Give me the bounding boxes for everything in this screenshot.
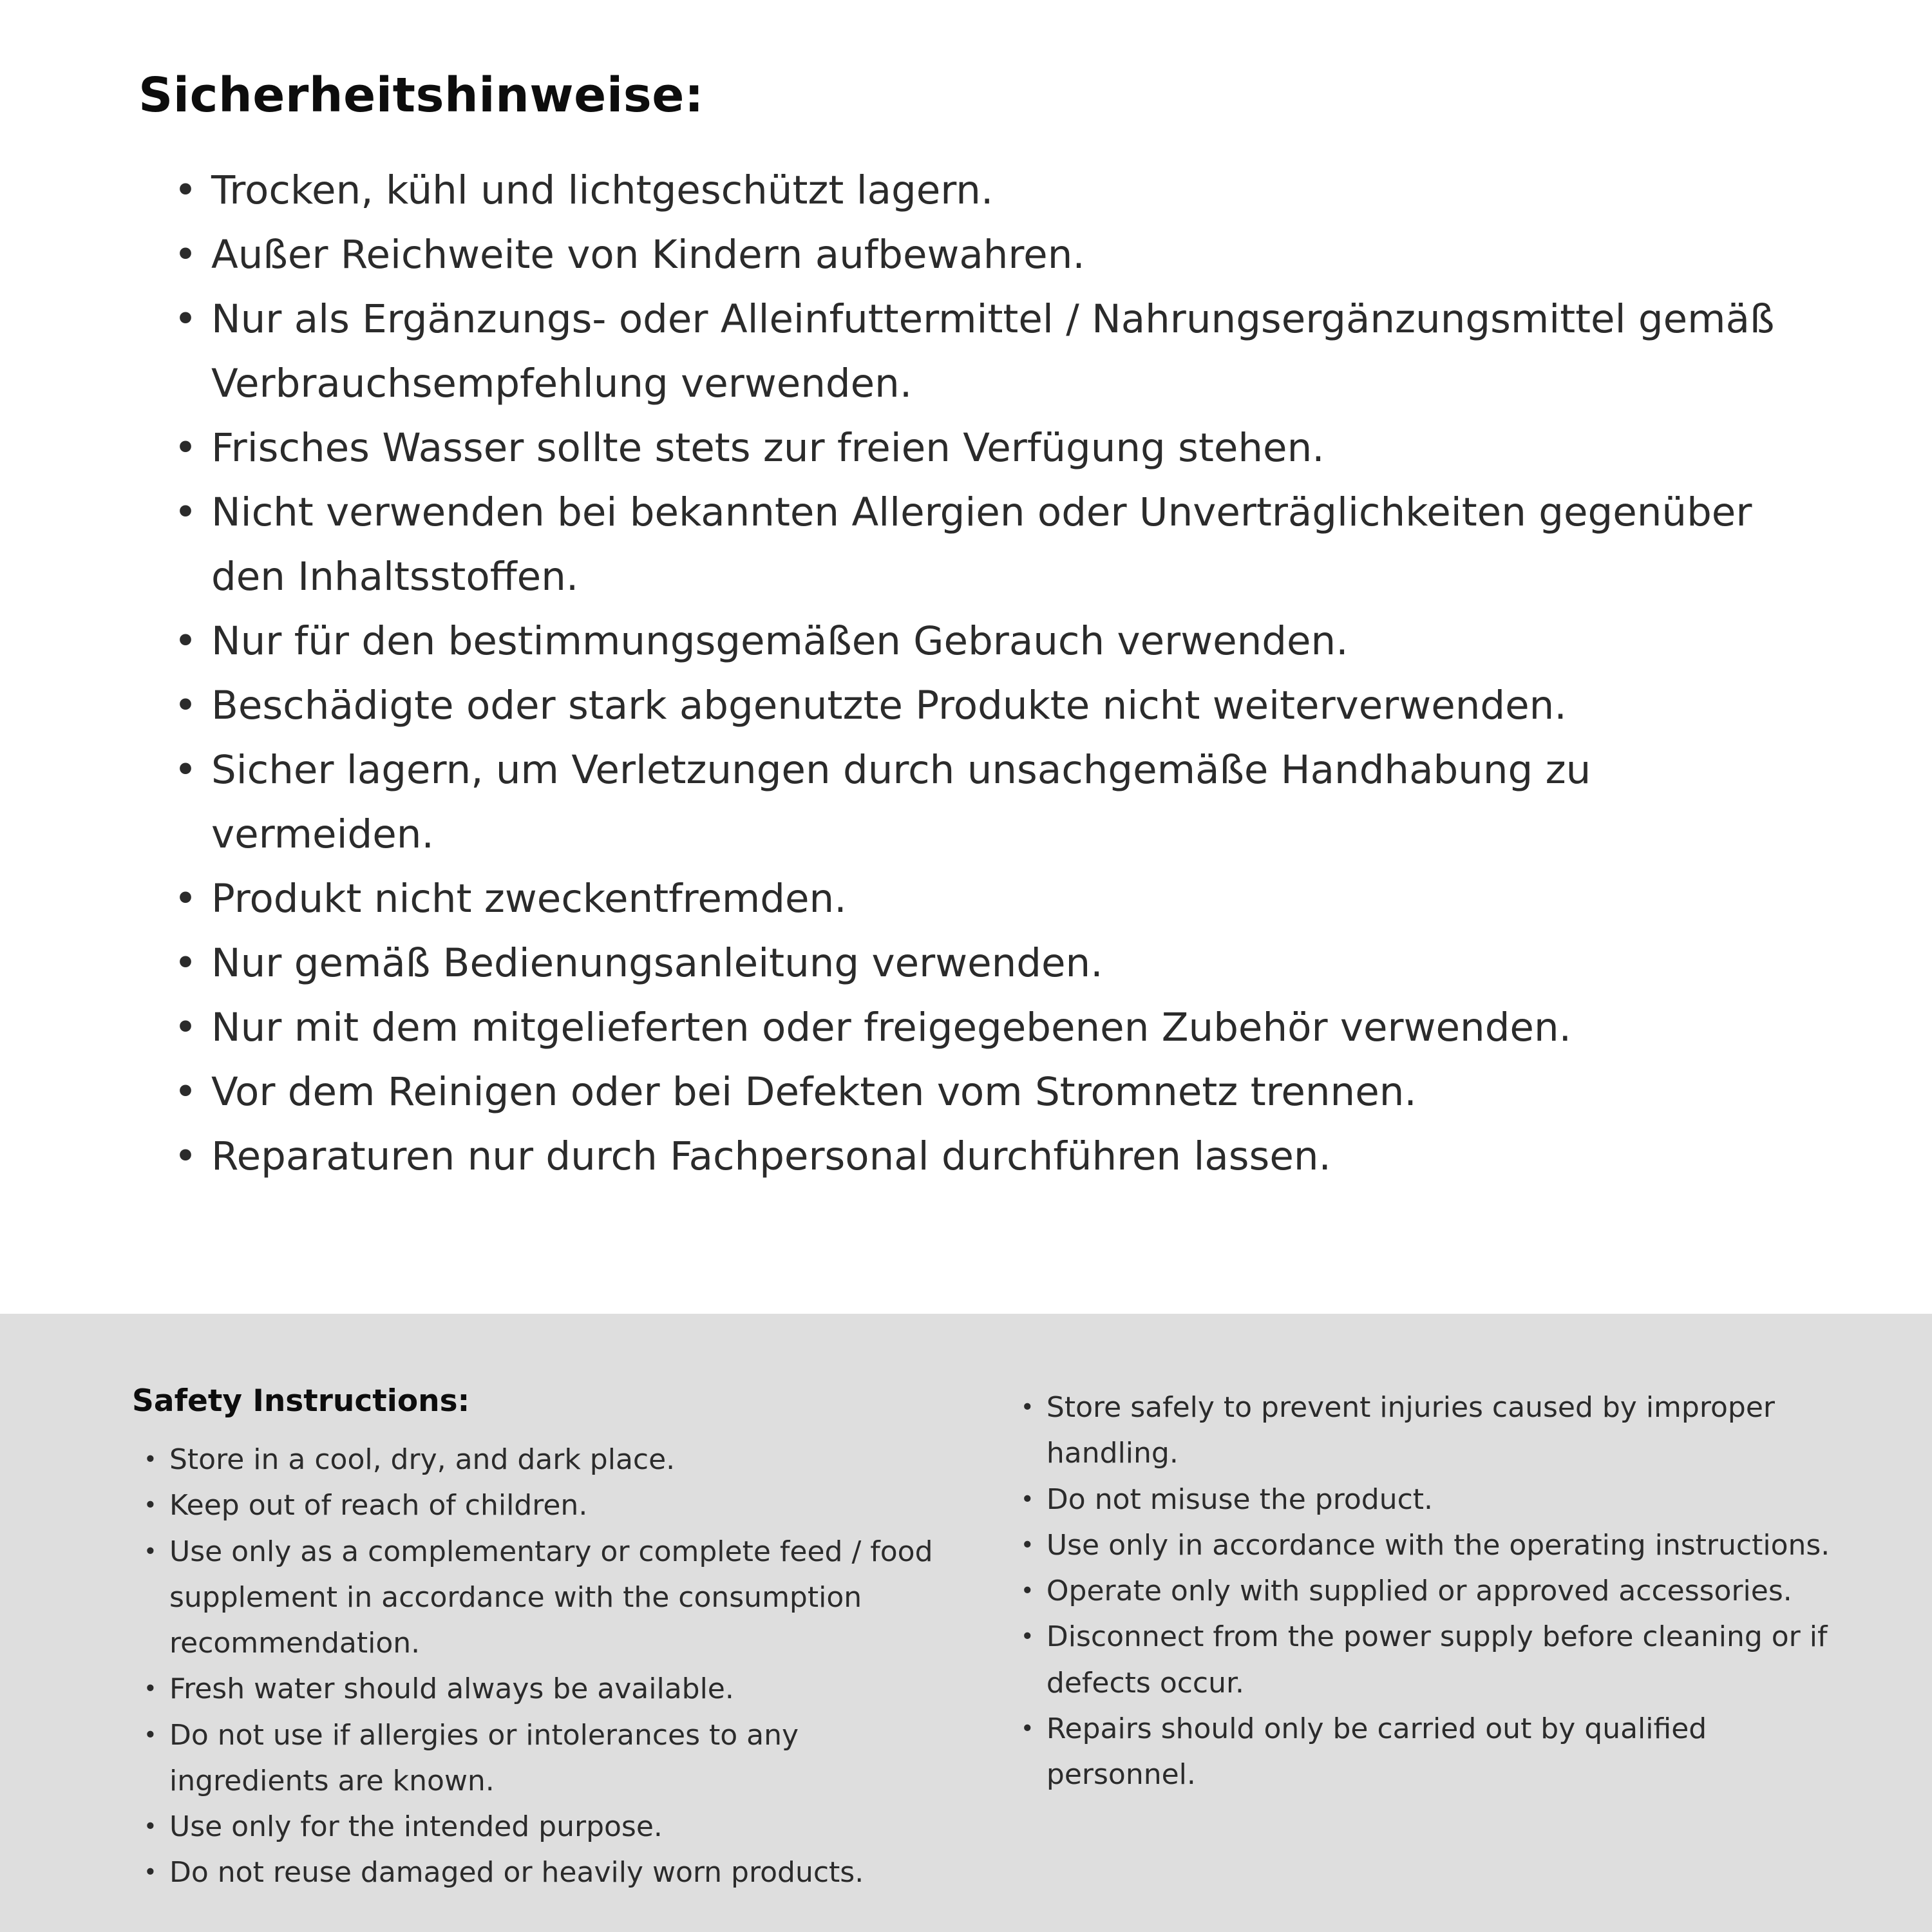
list-item: • Operate only with supplied or approved accessories.: [1021, 1568, 1835, 1614]
english-right-column: [1021, 1383, 1835, 1932]
list-item: • Do not misuse the product.: [1021, 1477, 1835, 1522]
list-item: • Store safely to prevent injuries caused by improper handling.: [1021, 1385, 1835, 1477]
list-item: • Repairs should only be carried out by qualified personnel.: [1021, 1706, 1835, 1798]
list-item: • Nur gemäß Bedienungsanleitung verwenden.: [174, 931, 1826, 996]
list-item: • Trocken, kühl und lichtgeschützt lagern.: [174, 158, 1826, 223]
list-item: • Nur für den bestimmungsgemäßen Gebrauch verwenden.: [174, 609, 1826, 674]
list-item: • Frisches Wasser sollte stets zur freien Verfügung stehen.: [174, 416, 1826, 480]
english-bullet-list-left: [132, 1437, 953, 1896]
list-item: • Use only as a complementary or complete feed / food supplement in accordance with the consumption recommendation.: [144, 1529, 953, 1667]
list-item: • Außer Reichweite von Kindern aufbewahren.: [174, 223, 1826, 287]
list-item: • Nur mit dem mitgelieferten oder freigegebenen Zubehör verwenden.: [174, 996, 1826, 1060]
english-section: [0, 1314, 1932, 1932]
english-bullet-list-right: [1021, 1385, 1835, 1797]
list-item: • Do not reuse damaged or heavily worn products.: [144, 1850, 953, 1895]
german-title: Sicherheitshinweise:: [138, 68, 705, 123]
german-bullet-list: [138, 158, 1826, 1189]
list-item: • Produkt nicht zweckentfremden.: [174, 867, 1826, 931]
list-item: • Sicher lagern, um Verletzungen durch unsachgemäße Handhabung zu vermeiden.: [174, 738, 1826, 867]
list-item: • Keep out of reach of children.: [144, 1482, 953, 1528]
list-item: • Beschädigte oder stark abgenutzte Produkte nicht weiterverwenden.: [174, 674, 1826, 738]
english-left-column: [132, 1383, 953, 1932]
list-item: • Do not use if allergies or intolerances to any ingredients are known.: [144, 1712, 953, 1804]
list-item: • Use only in accordance with the operating instructions.: [1021, 1522, 1835, 1568]
list-item: • Disconnect from the power supply before cleaning or if defects occur.: [1021, 1614, 1835, 1706]
list-item: • Reparaturen nur durch Fachpersonal durchführen lassen.: [174, 1124, 1826, 1189]
list-item: • Nicht verwenden bei bekannten Allergien oder Unverträglichkeiten gegenüber den Inhaltsstoffen.: [174, 480, 1826, 609]
list-item: • Store in a cool, dry, and dark place.: [144, 1437, 953, 1482]
list-item: • Fresh water should always be available.: [144, 1666, 953, 1712]
list-item: • Nur als Ergänzungs- oder Alleinfuttermittel / Nahrungsergänzungsmittel gemäß Verbrauchsempfehlung verwenden.: [174, 287, 1826, 416]
list-item: • Use only for the intended purpose.: [144, 1804, 953, 1850]
list-item: • Vor dem Reinigen oder bei Defekten vom Stromnetz trennen.: [174, 1060, 1826, 1124]
english-title: Safety Instructions:: [132, 1383, 470, 1419]
